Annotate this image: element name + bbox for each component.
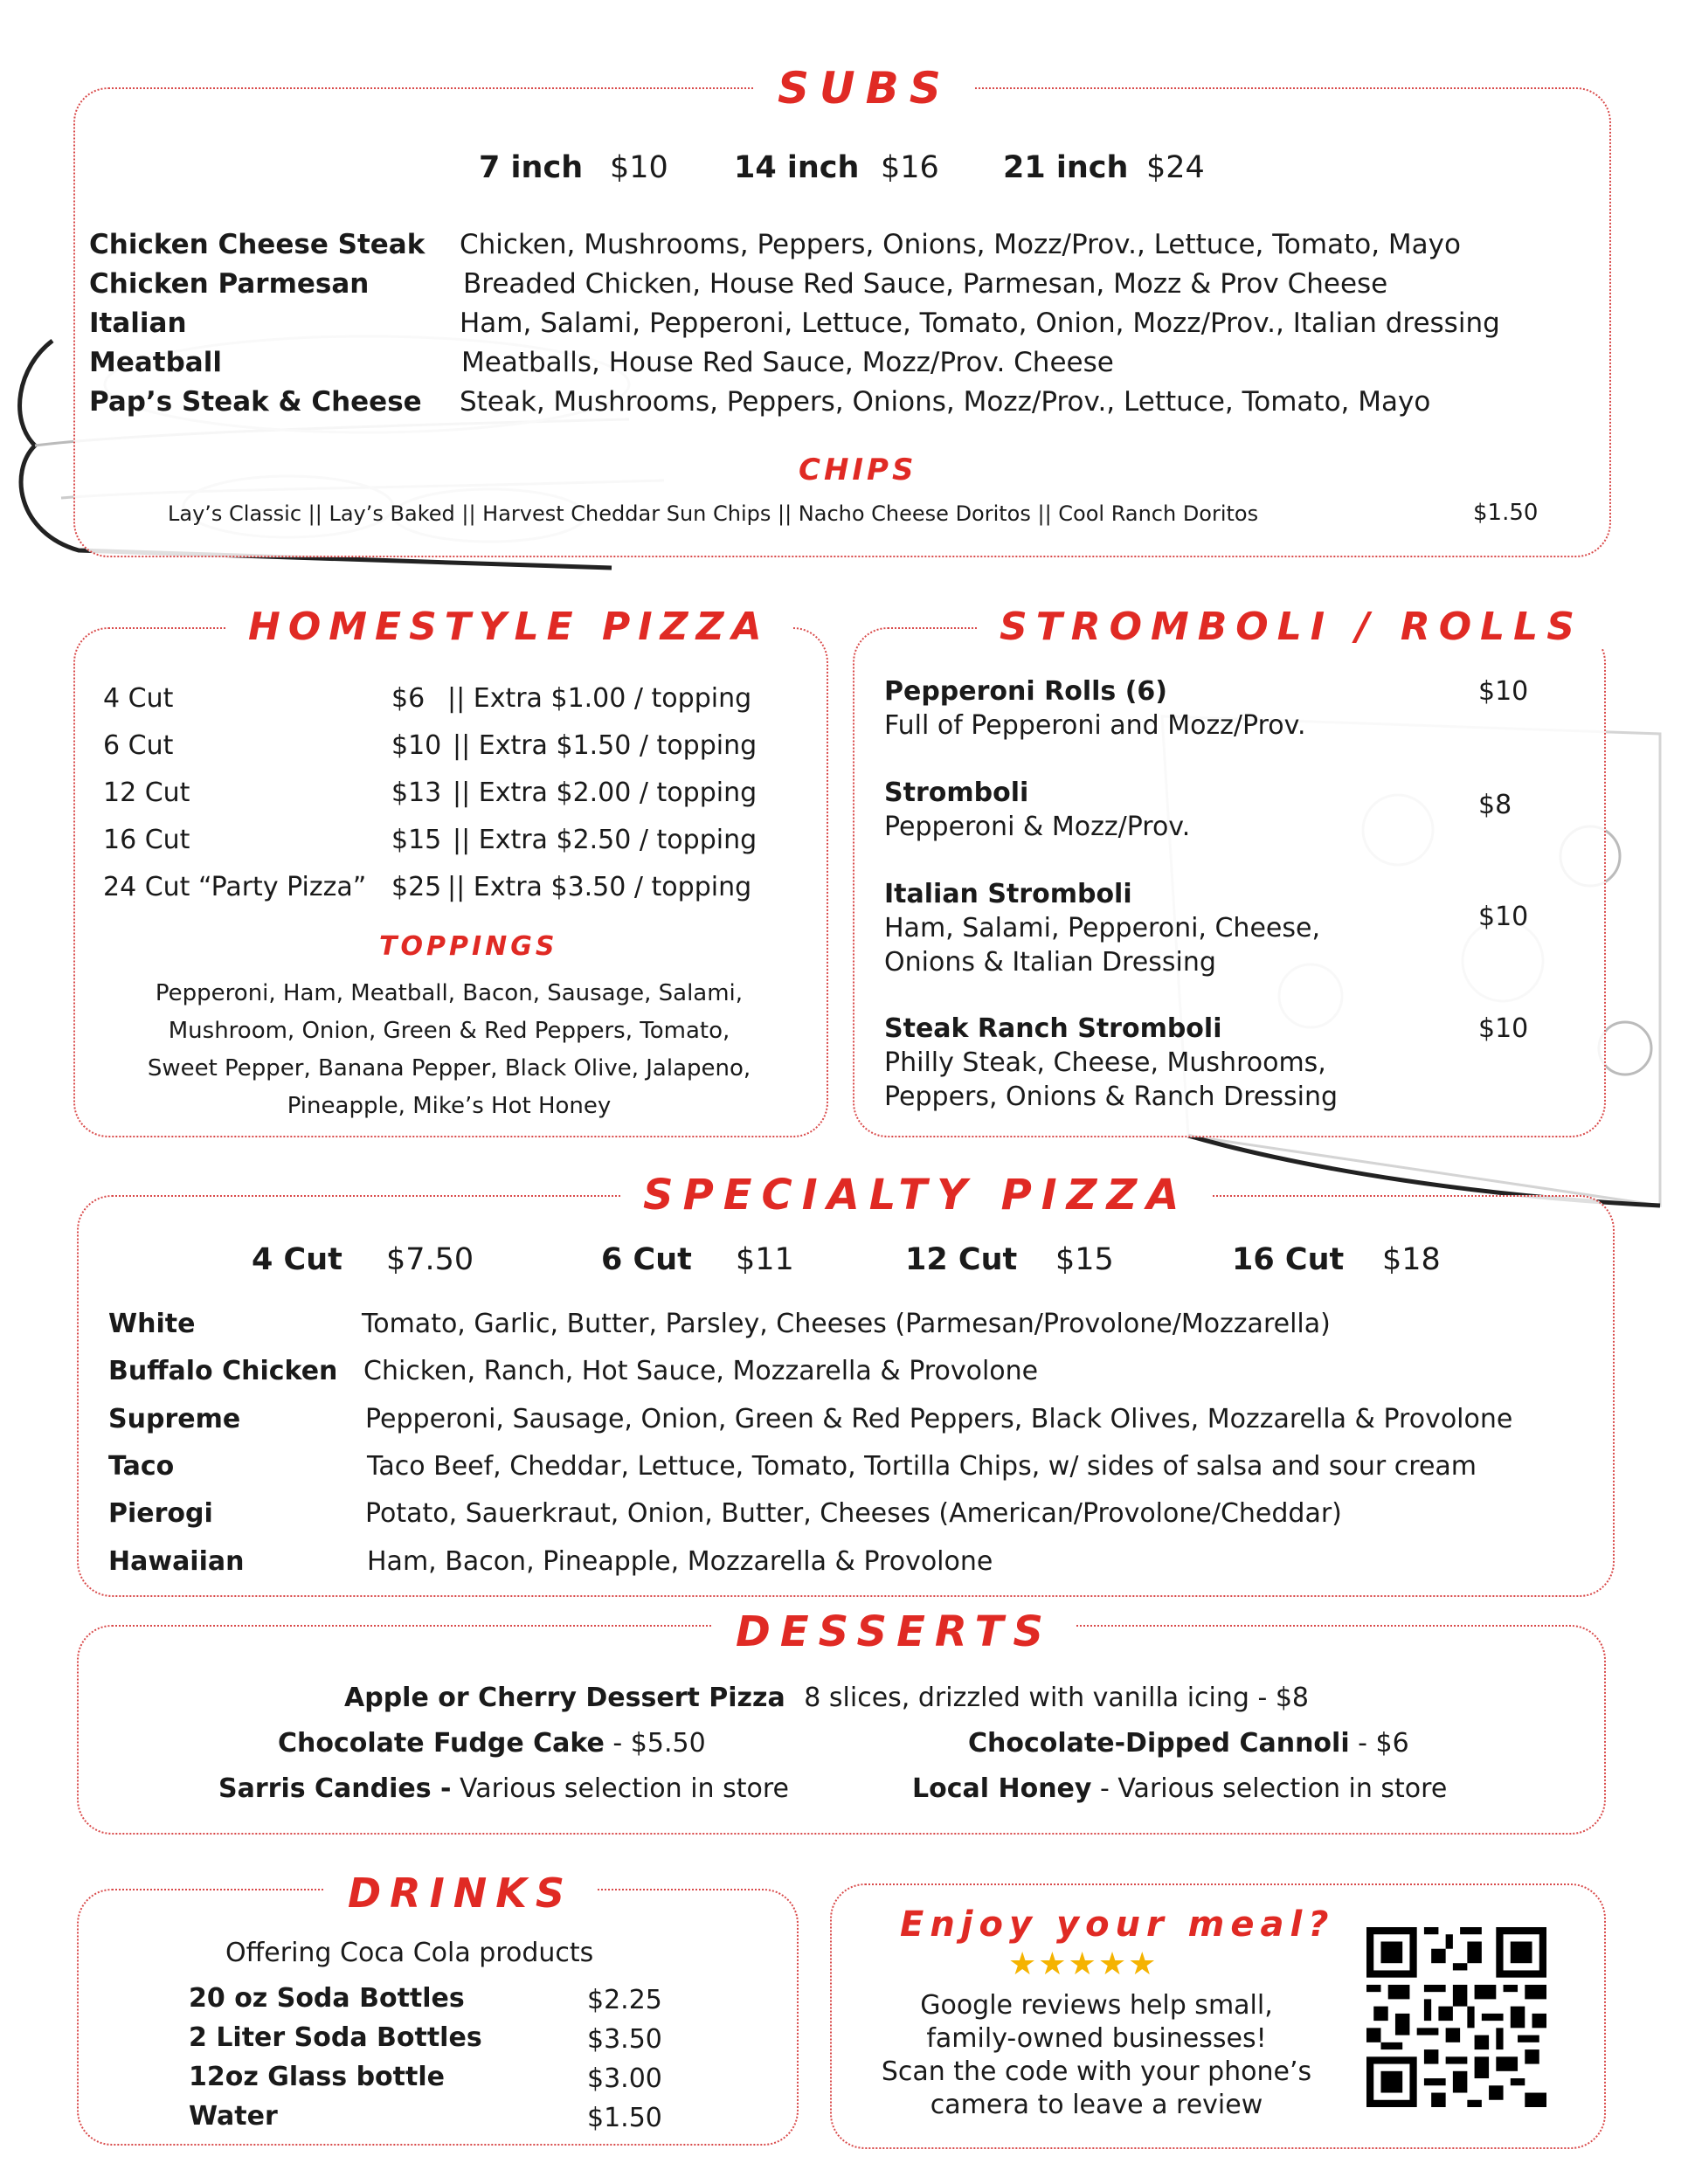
sub-size-14-label: 14 inch xyxy=(734,150,860,185)
drinks-title: DRINKS xyxy=(325,1870,596,1917)
toppings-line: Mushroom, Onion, Green & Red Peppers, Tomato, xyxy=(168,1018,730,1044)
specialty-item-desc: Tomato, Garlic, Butter, Parsley, Cheeses (Parmesan/Provolone/Mozzarella) xyxy=(362,1309,1331,1339)
homestyle-extra: || Extra $3.50 / topping xyxy=(447,872,752,902)
qr-code[interactable] xyxy=(1366,1927,1546,2107)
toppings-line: Sweet Pepper, Banana Pepper, Black Olive, Jalapeno, xyxy=(147,1055,751,1082)
stromboli-item-price: $10 xyxy=(1478,676,1529,707)
drink-price: $1.50 xyxy=(587,2103,662,2133)
specialty-size-label: 16 Cut xyxy=(1232,1242,1345,1277)
specialty-size-price: $18 xyxy=(1382,1242,1441,1277)
stromboli-item-name: Steak Ranch Stromboli xyxy=(884,1013,1222,1044)
sub-item-name: Chicken Cheese Steak xyxy=(89,229,425,260)
stromboli-item-name: Pepperoni Rolls (6) xyxy=(884,676,1167,707)
sub-item-name: Italian xyxy=(89,308,187,339)
review-line: camera to leave a review xyxy=(930,2090,1263,2120)
toppings-title: TOPPINGS xyxy=(379,931,558,962)
dessert-cannoli-name: Chocolate-Dipped Cannoli xyxy=(968,1728,1350,1759)
specialty-item-name: Hawaiian xyxy=(108,1546,245,1577)
drink-name: 12oz Glass bottle xyxy=(189,2062,445,2092)
stromboli-item-desc: Onions & Italian Dressing xyxy=(884,947,1216,978)
sub-item-name: Pap’s Steak & Cheese xyxy=(89,386,422,418)
stromboli-item-desc: Philly Steak, Cheese, Mushrooms, xyxy=(884,1047,1326,1078)
sub-size-21-price: $24 xyxy=(1146,150,1205,185)
specialty-size-price: $11 xyxy=(736,1242,794,1277)
sub-item-desc: Meatballs, House Red Sauce, Mozz/Prov. Cheese xyxy=(461,347,1114,378)
drinks-subtitle: Offering Coca Cola products xyxy=(225,1938,594,1968)
dessert-fudge-line xyxy=(278,1728,706,1759)
drink-price: $3.50 xyxy=(587,2024,662,2055)
review-line: Google reviews help small, xyxy=(920,1990,1273,2021)
specialty-item-name: Buffalo Chicken xyxy=(108,1356,338,1386)
stromboli-item-name: Stromboli xyxy=(884,778,1029,808)
review-title: Enjoy your meal? xyxy=(900,1904,1335,1945)
homestyle-size: 4 Cut xyxy=(103,683,174,714)
stromboli-item-desc: Pepperoni & Mozz/Prov. xyxy=(884,812,1191,842)
sub-size-21-label: 21 inch xyxy=(1003,150,1129,185)
drink-name: Water xyxy=(189,2101,278,2132)
dessert-honey-desc: - Various selection in store xyxy=(1091,1773,1448,1804)
toppings-line: Pepperoni, Ham, Meatball, Bacon, Sausage, Salami, xyxy=(155,980,744,1006)
specialty-size-label: 12 Cut xyxy=(905,1242,1018,1277)
specialty-item-name: Pierogi xyxy=(108,1498,213,1529)
drink-price: $3.00 xyxy=(587,2063,662,2094)
homestyle-pizza-title: HOMESTYLE PIZZA xyxy=(225,605,792,649)
dessert-fudge-name: Chocolate Fudge Cake xyxy=(278,1728,605,1759)
homestyle-extra: || Extra $1.00 / topping xyxy=(447,683,752,714)
review-line: Scan the code with your phone’s xyxy=(881,2056,1312,2087)
homestyle-price: $15 xyxy=(391,825,442,855)
chips-list: Lay’s Classic || Lay’s Baked || Harvest Cheddar Sun Chips || Nacho Cheese Doritos || Cool Ranch Doritos xyxy=(168,501,1259,526)
homestyle-extra: || Extra $1.50 / topping xyxy=(453,730,758,761)
sub-item-desc: Ham, Salami, Pepperoni, Lettuce, Tomato, Onion, Mozz/Prov., Italian dressing xyxy=(460,308,1500,339)
stromboli-item-price: $8 xyxy=(1478,790,1512,820)
dessert-sarris-line xyxy=(218,1773,789,1804)
homestyle-price: $6 xyxy=(391,683,425,714)
dessert-apple-desc: 8 slices, drizzled with vanilla icing - $8 xyxy=(804,1683,1309,1713)
sub-size-14-price: $16 xyxy=(881,150,939,185)
homestyle-price: $13 xyxy=(391,778,442,808)
drinks-section xyxy=(77,1889,799,2146)
drink-name: 20 oz Soda Bottles xyxy=(189,1983,465,2014)
specialty-size-price: $7.50 xyxy=(386,1242,474,1277)
desserts-title: DESSERTS xyxy=(713,1607,1076,1656)
review-line: family-owned businesses! xyxy=(926,2023,1267,2054)
specialty-size-price: $15 xyxy=(1055,1242,1114,1277)
toppings-line: Pineapple, Mike’s Hot Honey xyxy=(287,1093,612,1119)
dessert-sarris-name: Sarris Candies - xyxy=(218,1773,452,1804)
dessert-apple-name: Apple or Cherry Dessert Pizza xyxy=(344,1683,785,1713)
stromboli-item-desc: Peppers, Onions & Ranch Dressing xyxy=(884,1082,1338,1112)
dessert-honey-line xyxy=(912,1773,1447,1804)
stromboli-item-price: $10 xyxy=(1478,902,1529,932)
homestyle-extra: || Extra $2.50 / topping xyxy=(453,825,758,855)
stromboli-item-name: Italian Stromboli xyxy=(884,879,1132,909)
sub-item-desc: Chicken, Mushrooms, Peppers, Onions, Mozz/Prov., Lettuce, Tomato, Mayo xyxy=(460,229,1461,260)
dessert-honey-name: Local Honey xyxy=(912,1773,1092,1804)
dessert-cannoli-line xyxy=(968,1728,1409,1759)
drink-price: $2.25 xyxy=(587,1985,662,2015)
stromboli-item-desc: Ham, Salami, Pepperoni, Cheese, xyxy=(884,913,1320,943)
chips-title: CHIPS xyxy=(799,453,917,487)
sub-item-name: Chicken Parmesan xyxy=(89,268,370,300)
specialty-item-desc: Chicken, Ranch, Hot Sauce, Mozzarella & Provolone xyxy=(363,1356,1039,1386)
homestyle-extra: || Extra $2.00 / topping xyxy=(453,778,758,808)
sub-size-7-label: 7 inch xyxy=(479,150,584,185)
sub-size-7-price: $10 xyxy=(610,150,668,185)
specialty-item-name: White xyxy=(108,1309,196,1339)
specialty-size-label: 4 Cut xyxy=(252,1242,342,1277)
specialty-item-name: Taco xyxy=(108,1451,175,1482)
specialty-size-label: 6 Cut xyxy=(601,1242,692,1277)
homestyle-size: 16 Cut xyxy=(103,825,190,855)
specialty-item-desc: Taco Beef, Cheddar, Lettuce, Tomato, Tortilla Chips, w/ sides of salsa and sour cream xyxy=(367,1451,1477,1482)
review-stars: ★★★★★ xyxy=(1008,1946,1159,1982)
specialty-item-name: Supreme xyxy=(108,1404,241,1434)
specialty-pizza-title: SPECIALTY PIZZA xyxy=(620,1171,1211,1220)
dessert-fudge-price: - $5.50 xyxy=(604,1728,706,1759)
stromboli-item-price: $10 xyxy=(1478,1013,1529,1044)
dessert-apple-line xyxy=(344,1683,1309,1713)
homestyle-price: $25 xyxy=(391,872,442,902)
specialty-item-desc: Pepperoni, Sausage, Onion, Green & Red Peppers, Black Olives, Mozzarella & Provolone xyxy=(365,1404,1513,1434)
stromboli-item-desc: Full of Pepperoni and Mozz/Prov. xyxy=(884,710,1306,741)
chips-price: $1.50 xyxy=(1473,500,1539,526)
drink-name: 2 Liter Soda Bottles xyxy=(189,2022,482,2053)
dessert-sarris-desc: Various selection in store xyxy=(451,1773,789,1804)
sub-item-desc: Breaded Chicken, House Red Sauce, Parmesan, Mozz & Prov Cheese xyxy=(463,268,1388,300)
specialty-item-desc: Ham, Bacon, Pineapple, Mozzarella & Provolone xyxy=(367,1546,993,1577)
specialty-item-desc: Potato, Sauerkraut, Onion, Butter, Cheeses (American/Provolone/Cheddar) xyxy=(365,1498,1342,1529)
sub-item-desc: Steak, Mushrooms, Peppers, Onions, Mozz/Prov., Lettuce, Tomato, Mayo xyxy=(460,386,1431,418)
stromboli-title: STROMBOLI / ROLLS xyxy=(977,605,1606,649)
subs-title: SUBS xyxy=(755,63,974,114)
homestyle-price: $10 xyxy=(391,730,442,761)
dessert-cannoli-price: - $6 xyxy=(1349,1728,1409,1759)
homestyle-size: 24 Cut “Party Pizza” xyxy=(103,872,367,902)
sub-item-name: Meatball xyxy=(89,347,222,378)
homestyle-size: 6 Cut xyxy=(103,730,174,761)
homestyle-size: 12 Cut xyxy=(103,778,190,808)
